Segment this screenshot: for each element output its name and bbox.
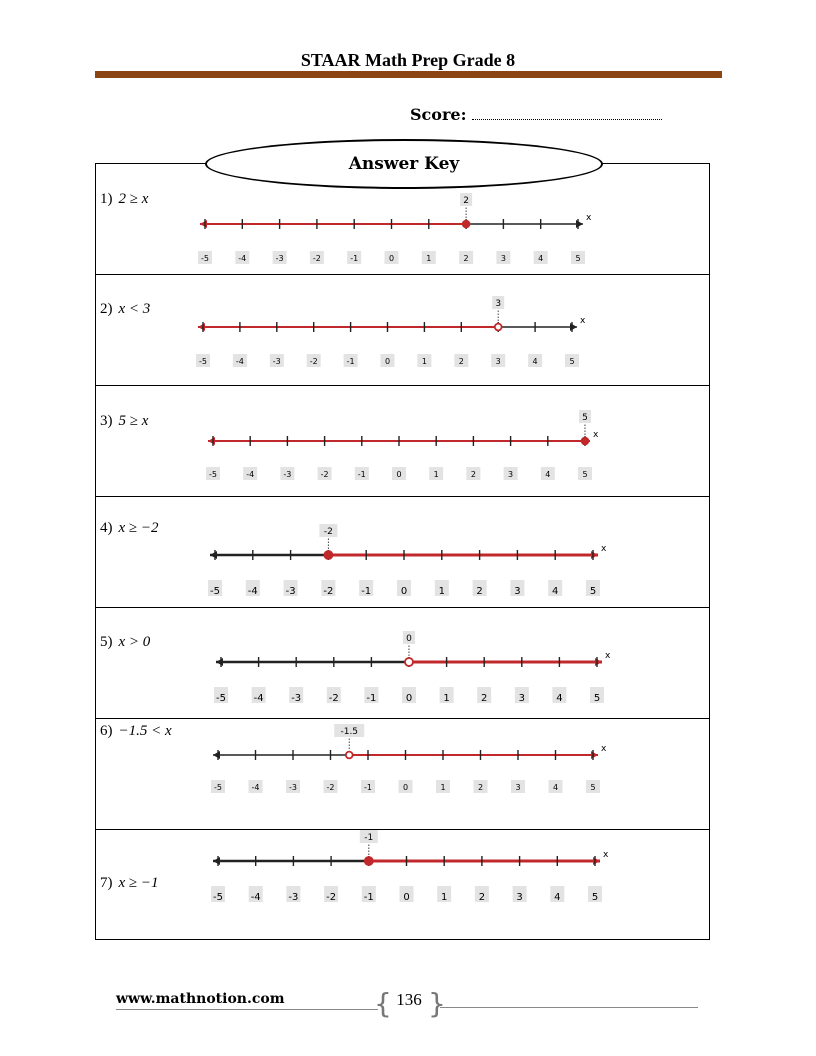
tick-label: -1 (361, 586, 372, 597)
tick-label: 0 (405, 693, 413, 704)
problem-number: 7) (100, 875, 113, 891)
tick-label: 1 (433, 470, 439, 479)
tick-label: 1 (426, 254, 432, 263)
tick-label: 5 (590, 783, 596, 792)
closed-circle-icon (365, 857, 373, 865)
problem-number: 4) (100, 520, 113, 536)
tick-label: -1 (346, 357, 355, 366)
tick-label: -3 (285, 586, 296, 597)
tick-label: 1 (441, 892, 448, 903)
tick-label: -1 (366, 693, 377, 704)
tick-label: 2 (478, 892, 486, 903)
inequality-expression: x ≥ −2 (118, 520, 159, 536)
tick-label: 0 (400, 586, 408, 597)
score-label: Score: (410, 105, 467, 124)
inequality-expression: x < 3 (118, 301, 151, 317)
tick-label: -5 (213, 892, 223, 903)
tick-label: -4 (251, 783, 260, 792)
tick-label: -4 (253, 693, 264, 704)
problem-number: 5) (100, 634, 113, 650)
page-header-title: STAAR Math Prep Grade 8 (300, 50, 516, 70)
tick-label: 4 (556, 693, 563, 704)
inequality-expression: x > 0 (118, 634, 151, 650)
tick-label: -2 (323, 586, 334, 597)
inequality-expression: 2 ≥ x (118, 191, 149, 207)
arrow-left-icon (213, 857, 220, 865)
axis-variable-label: x (601, 744, 607, 754)
tick-label: -3 (291, 693, 302, 704)
tick-label: 5 (589, 586, 597, 597)
tick-label: -3 (283, 470, 292, 479)
tick-label: -5 (210, 586, 220, 597)
problem-number: 1) (100, 191, 113, 207)
tick-label: 2 (481, 693, 488, 704)
problem-number: 2) (100, 301, 113, 317)
tick-label: -3 (272, 357, 281, 366)
tick-label: 2 (477, 783, 484, 792)
page-number: 136 (396, 990, 422, 1009)
tick-label: 0 (402, 783, 409, 792)
left-brace-icon: { (374, 987, 392, 1020)
tick-label: 5 (575, 254, 581, 263)
tick-label: 0 (384, 357, 391, 366)
axis-variable-label: x (580, 316, 586, 326)
tick-label: -1 (364, 783, 372, 792)
tick-label: 1 (438, 586, 445, 597)
tick-label: 3 (518, 693, 525, 704)
point-label: 5 (582, 413, 588, 423)
point-label: 0 (406, 634, 412, 644)
problem-number: 6) (100, 723, 113, 739)
inequality-expression: 5 ≥ x (118, 413, 149, 429)
point-label: -1.5 (340, 727, 359, 737)
tick-label: 3 (516, 892, 523, 903)
tick-label: -4 (238, 254, 247, 263)
tick-label: -5 (199, 357, 207, 366)
tick-label: 2 (463, 254, 469, 263)
tick-label: 3 (500, 254, 506, 263)
axis-variable-label: x (605, 651, 611, 661)
tick-label: 1 (443, 693, 450, 704)
problem-number: 3) (100, 413, 113, 429)
tick-label: -2 (320, 470, 329, 479)
axis-variable-label: x (593, 430, 599, 440)
tick-label: 4 (552, 586, 559, 597)
tick-label: -5 (214, 783, 222, 792)
tick-label: 4 (554, 892, 561, 903)
tick-label: 4 (532, 357, 538, 366)
tick-label: 5 (591, 892, 599, 903)
tick-label: 3 (514, 586, 521, 597)
tick-label: -1 (363, 892, 374, 903)
tick-label: -3 (288, 892, 299, 903)
tick-label: -4 (250, 892, 261, 903)
right-brace-icon: } (428, 987, 446, 1020)
tick-label: 2 (470, 470, 476, 479)
tick-label: -2 (309, 357, 318, 366)
axis-variable-label: x (601, 544, 607, 554)
tick-label: -2 (326, 783, 335, 792)
tick-label: 3 (515, 783, 521, 792)
arrow-right-icon (593, 857, 600, 865)
tick-label: -4 (246, 470, 255, 479)
tick-label: 2 (458, 357, 464, 366)
footer-rule-left (116, 1009, 378, 1010)
axis-variable-label: x (603, 850, 609, 860)
tick-label: -1 (357, 470, 366, 479)
tick-label: 4 (538, 254, 544, 263)
tick-label: 0 (396, 470, 402, 479)
tick-label: 0 (388, 254, 395, 263)
inequality-expression: −1.5 < x (118, 723, 172, 739)
tick-label: 3 (508, 470, 514, 479)
tick-label: -5 (201, 254, 209, 263)
tick-label: -1 (350, 254, 359, 263)
tick-label: 3 (495, 357, 501, 366)
point-label: -2 (323, 527, 333, 537)
tick-label: 5 (582, 470, 588, 479)
point-label: -1 (364, 833, 374, 843)
footer-rule-right (440, 1007, 698, 1008)
tick-label: -3 (289, 783, 297, 792)
tick-label: 0 (403, 892, 410, 903)
tick-label: -4 (247, 586, 258, 597)
tick-label: 1 (440, 783, 446, 792)
axis-variable-label: x (586, 213, 592, 223)
tick-label: -2 (312, 254, 321, 263)
footer-url: www.mathnotion.com (116, 991, 285, 1007)
tick-label: 5 (569, 357, 575, 366)
tick-label: 1 (421, 357, 427, 366)
inequality-expression: x ≥ −1 (118, 875, 159, 891)
point-label: 2 (463, 196, 469, 206)
tick-label: 5 (593, 693, 601, 704)
tick-label: -2 (328, 693, 339, 704)
tick-label: 2 (476, 586, 483, 597)
point-label: 3 (495, 299, 502, 309)
tick-label: -3 (275, 254, 284, 263)
tick-label: -5 (216, 693, 226, 704)
answer-key-label: Answer Key (348, 154, 460, 174)
tick-label: -4 (235, 357, 244, 366)
tick-label: 4 (552, 783, 559, 792)
tick-label: -2 (326, 892, 337, 903)
tick-label: 4 (545, 470, 551, 479)
tick-label: -5 (209, 470, 217, 479)
